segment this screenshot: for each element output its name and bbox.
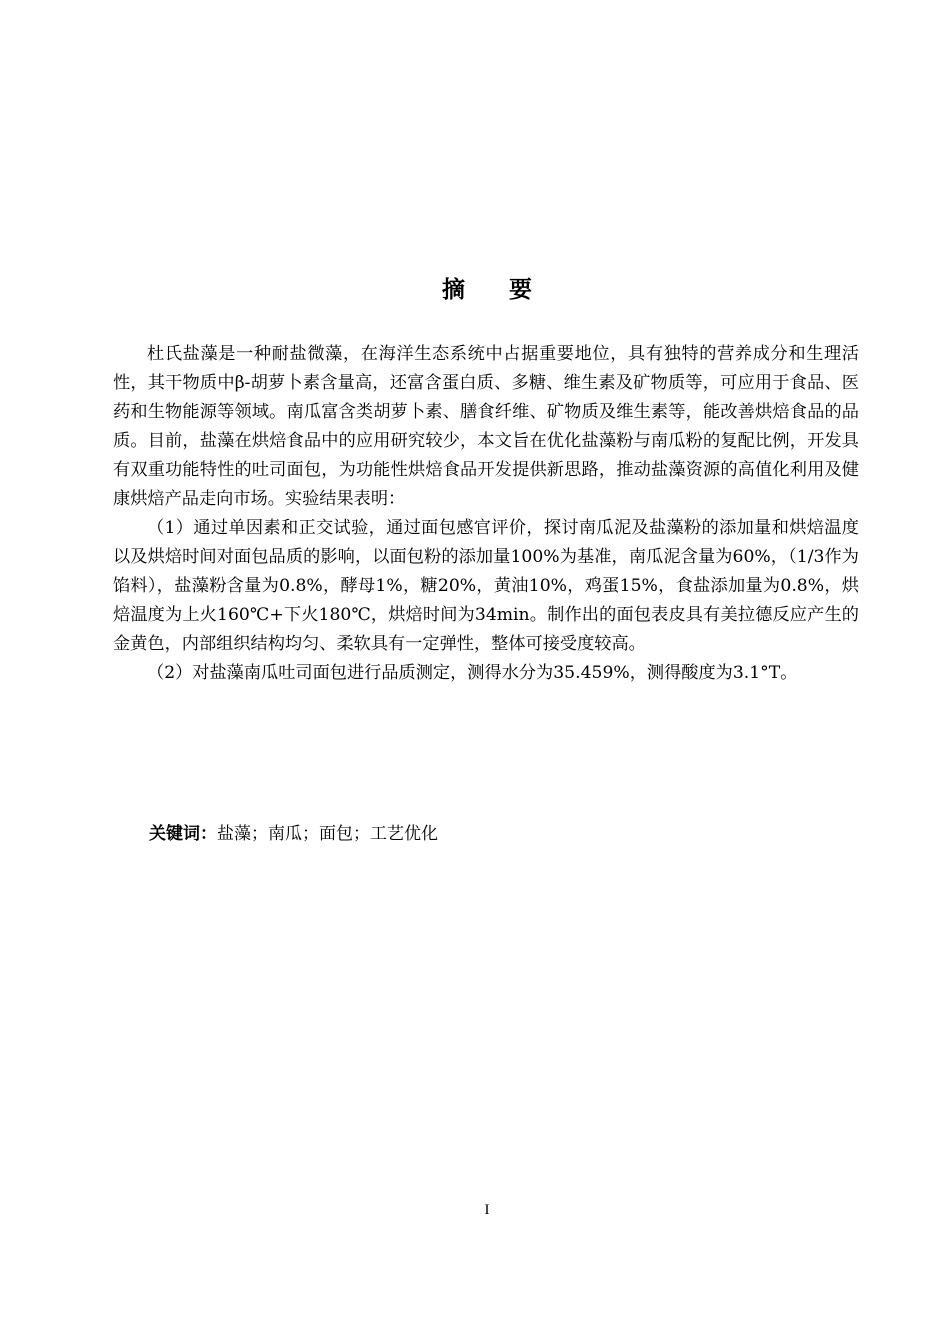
abstract-paragraph-1: 杜氏盐藻是一种耐盐微藻，在海洋生态系统中占据重要地位，具有独特的营养成分和生理活性，其干物质中β-胡萝卜素含量高，还富含蛋白质、多糖、维生素及矿物质等，可应用于食品、医药和生物能源等领域。南瓜富含类胡萝卜素、膳食纤维、矿物质及维生素等，能改善烘焙食品的品质。目前，盐藻在烘焙食品中的应用研究较少，本文旨在优化盐藻粉与南瓜粉的复配比例，开发具有双重功能特性的吐司面包，为功能性烘焙食品开发提供新思路，推动盐藻资源的高值化利用及健康烘焙产品走向市场。实验结果表明： <box>113 344 859 509</box>
page-number: I <box>484 1202 490 1218</box>
keywords-value: 盐藻；南瓜；面包；工艺优化 <box>217 824 438 844</box>
abstract-body <box>113 340 859 688</box>
keywords-label: 关键词： <box>149 824 217 844</box>
heading-char-2: 要 <box>509 277 532 303</box>
keywords-line <box>149 820 849 849</box>
heading-char-1: 摘 <box>442 277 465 303</box>
abstract-heading <box>0 274 950 306</box>
abstract-paragraph-3: （2）对盐藻南瓜吐司面包进行品质测定，测得水分为35.459%，测得酸度为3.1°T。 <box>147 663 798 683</box>
abstract-paragraph-2: （1）通过单因素和正交试验，通过面包感官评价，探讨南瓜泥及盐藻粉的添加量和烘焙温度以及烘焙时间对面包品质的影响，以面包粉的添加量100%为基准，南瓜泥含量为60%，（1/3作为馅料），盐藻粉含量为0.8%，酵母1%，糖20%，黄油10%，鸡蛋15%，食盐添加量为0.8%，烘焙温度为上火160℃+下火180℃，烘焙时间为34min。制作出的面包表皮具有美拉德反应产生的金黄色，内部组织结构均匀、柔软具有一定弹性，整体可接受度较高。 <box>113 518 859 654</box>
